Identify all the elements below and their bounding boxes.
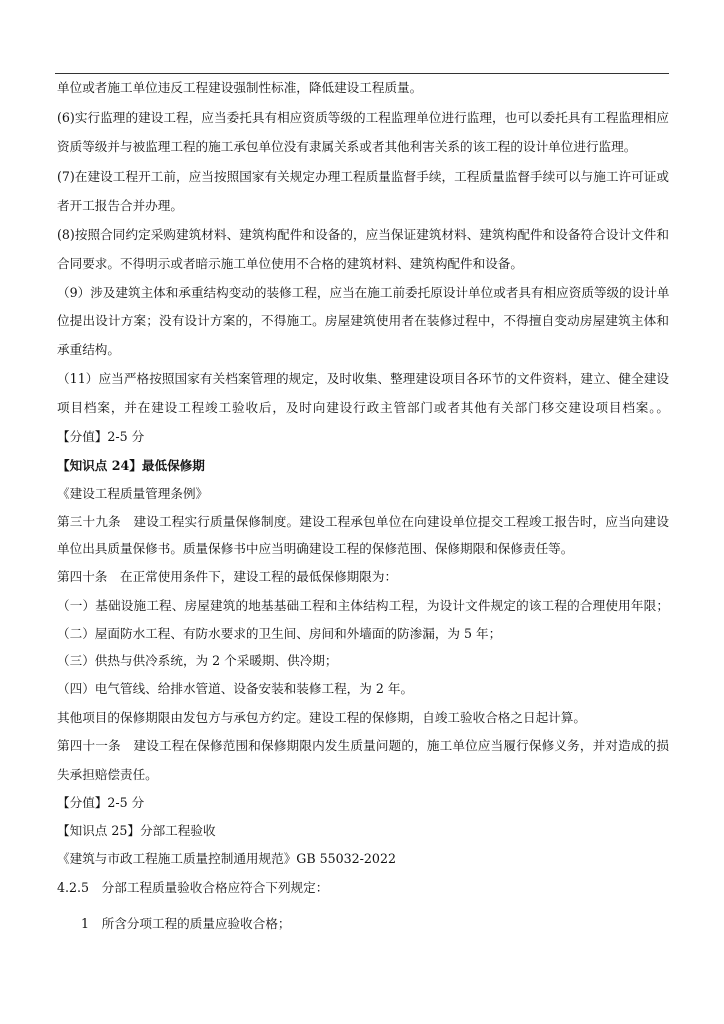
- score-value: 【分值】2-5 分: [57, 429, 145, 444]
- text-line: 承重结构。: [57, 342, 120, 357]
- text-line: 第四十条 在正常使用条件下，建设工程的最低保修期限为：: [57, 569, 398, 584]
- section-heading-25: 【知识点 25】分部工程验收: [57, 823, 216, 838]
- text-line: 第三十九条 建设工程实行质量保修制度。建设工程承包单位在向建设单位提交工程竣工报告时，应当向建设: [57, 514, 669, 529]
- text-line: 失承担赔偿责任。: [57, 767, 158, 782]
- text-line: (6)实行监理的建设工程，应当委托具有相应资质等级的工程监理单位进行监理，也可以委托具有工程监理相应: [57, 110, 669, 125]
- text-line: 位提出设计方案；没有设计方案的，不得施工。房屋建筑使用者在装修过程中，不得擅自变动房屋建筑主体和: [57, 313, 669, 328]
- text-line: 合同要求。不得明示或者暗示施工单位使用不合格的建筑材料、建筑构配件和设备。: [57, 256, 523, 271]
- clause-4-2-5: 4.2.5 分部工程质量验收合格应符合下列规定：: [57, 880, 329, 895]
- text-line: 单位或者施工单位违反工程建设强制性标准，降低建设工程质量。: [57, 80, 423, 95]
- text-line: 其他项目的保修期限由发包方与承包方约定。建设工程的保修期，自竣工验收合格之日起计算。: [57, 710, 586, 725]
- text-line: 第四十一条 建设工程在保修范围和保修期限内发生质量问题的，施工单位应当履行保修义务，并对造成的损: [57, 738, 669, 753]
- header-rule: [55, 73, 669, 74]
- text-line: 项目档案，并在建设工程竣工验收后，及时向建设行政主管部门或者其他有关部门移交建设项目档案。。: [57, 400, 669, 415]
- text-line: (8)按照合同约定采购建筑材料、建筑构配件和设备的，应当保证建筑材料、建筑构配件和设备符合设计文件和: [57, 227, 669, 242]
- text-line: 资质等级并与被监理工程的施工承包单位没有隶属关系或者其他利害关系的该工程的设计单位进行监理。: [57, 139, 637, 154]
- text-line: （四）电气管线、给排水管道、设备安装和装修工程，为 2 年。: [57, 681, 414, 696]
- regulation-title: 《建设工程质量管理条例》: [57, 486, 209, 501]
- text-line: (7)在建设工程开工前，应当按照国家有关规定办理工程质量监督手续，工程质量监督手续可以与施工许可证或: [57, 169, 669, 184]
- text-line: 单位出具质量保修书。质量保修书中应当明确建设工程的保修范围、保修期限和保修责任等。: [57, 541, 574, 556]
- text-line: 者开工报告合并办理。: [57, 198, 183, 213]
- text-line: （三）供热与供冷系统，为 2 个采暖期、供冷期；: [57, 653, 338, 668]
- standard-title: 《建筑与市政工程施工质量控制通用规范》GB 55032-2022: [57, 851, 396, 866]
- text-line: （9）涉及建筑主体和承重结构变动的装修工程，应当在施工前委托原设计单位或者具有相应资质等级的设计单: [57, 285, 670, 300]
- text-line: （11）应当严格按照国家有关档案管理的规定，及时收集、整理建设项目各环节的文件资料，建立、健全建设: [57, 371, 669, 386]
- clause-item-1: 1 所含分项工程的质量应验收合格；: [81, 916, 291, 931]
- text-line: （二）屋面防水工程、有防水要求的卫生间、房间和外墙面的防渗漏，为 5 年；: [57, 626, 502, 641]
- score-value: 【分值】2-5 分: [57, 795, 145, 810]
- section-heading-24: 【知识点 24】最低保修期: [57, 458, 205, 473]
- text-line: （一）基础设施工程、房屋建筑的地基基础工程和主体结构工程，为设计文件规定的该工程的合理使用年限；: [57, 598, 669, 613]
